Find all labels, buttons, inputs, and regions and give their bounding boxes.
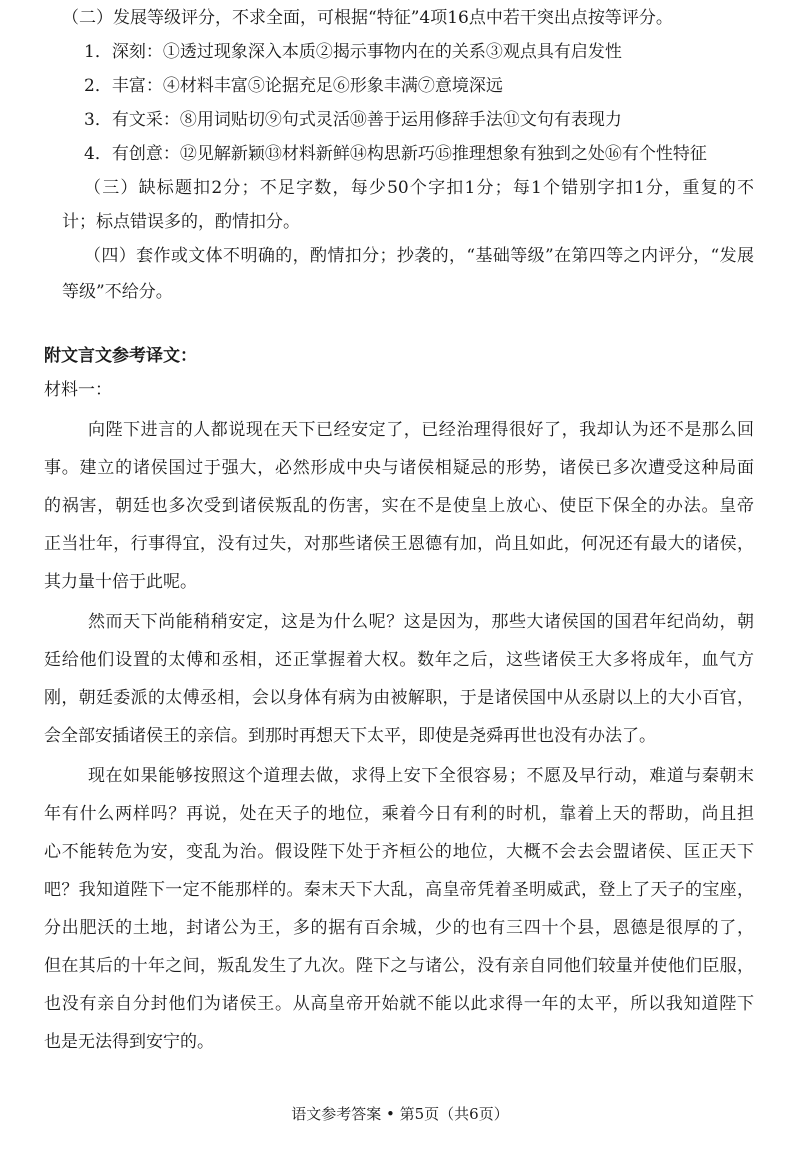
paragraph-line: 心不能转危为安，变乱为治。假设陛下处于齐桓公的地位，大概不会去会盟诸侯、匡正天下 bbox=[44, 842, 754, 862]
paragraph-line: 现在如果能够按照这个道理去做，求得上安下全很容易；不愿及早行动，难道与秦朝末 bbox=[88, 766, 754, 786]
material-label: 材料一： bbox=[44, 380, 112, 400]
rubric-plagiarism-line-1: （四）套作或文体不明确的，酌情扣分；抄袭的，“基础等级”在第四等之内评分，“发展 bbox=[84, 246, 754, 266]
paragraph-line: 事。建立的诸侯国过于强大，必然形成中央与诸侯相疑忌的形势，诸侯已多次遭受这种局面 bbox=[44, 458, 754, 478]
rubric-item-literary: 3．有文采：⑧用词贴切⑨句式灵活⑩善于运用修辞手法⑪文句有表现力 bbox=[84, 110, 622, 130]
paragraph-line: 向陛下进言的人都说现在天下已经安定了，已经治理得很好了，我却认为还不是那么回 bbox=[88, 420, 754, 440]
paragraph-line: 的祸害，朝廷也多次受到诸侯叛乱的伤害，实在不是使皇上放心、使臣下保全的办法。皇帝 bbox=[44, 496, 754, 516]
paragraph-line: 刚，朝廷委派的太傅丞相，会以身体有病为由被解职，于是诸侯国中从丞尉以上的大小百官， bbox=[44, 688, 754, 708]
paragraph-line: 分出肥沃的土地，封诸公为王，多的据有百余城，少的也有三四十个县，恩德是很厚的了， bbox=[44, 918, 754, 938]
paragraph-line: 廷给他们设置的太傅和丞相，还正掌握着大权。数年之后，这些诸侯王大多将成年，血气方 bbox=[44, 650, 754, 670]
paragraph-line: 吧？我知道陛下一定不能那样的。秦末天下大乱，高皇帝凭着圣明威武，登上了天子的宝座， bbox=[44, 880, 754, 900]
rubric-intro: （二）发展等级评分，不求全面，可根据“特征”4项16点中若干突出点按等评分。 bbox=[62, 8, 673, 28]
rubric-item-richness: 2．丰富：④材料丰富⑤论据充足⑥形象丰满⑦意境深远 bbox=[84, 76, 503, 96]
rubric-item-depth: 1．深刻：①透过现象深入本质②揭示事物内在的关系③观点具有启发性 bbox=[84, 42, 622, 62]
paragraph-line: 其力量十倍于此呢。 bbox=[44, 572, 197, 592]
rubric-deduction-line-1: （三）缺标题扣2分；不足字数，每少50个字扣1分；每1个错别字扣1分，重复的不 bbox=[84, 178, 754, 198]
paragraph-line: 年有什么两样吗？再说，处在天子的地位，乘着今日有利的时机，靠着上天的帮助，尚且担 bbox=[44, 804, 754, 824]
page-footer: 语文参考答案 • 第5页（共6页） bbox=[291, 1105, 509, 1123]
rubric-item-creativity: 4．有创意：⑫见解新颖⑬材料新鲜⑭构思新巧⑮推理想象有独到之处⑯有个性特征 bbox=[84, 144, 707, 164]
paragraph-line: 也是无法得到安宁的。 bbox=[44, 1032, 214, 1052]
rubric-plagiarism-line-2: 等级”不给分。 bbox=[62, 282, 173, 302]
rubric-deduction-line-2: 计；标点错误多的，酌情扣分。 bbox=[62, 212, 300, 232]
paragraph-line: 正当壮年，行事得宜，没有过失，对那些诸侯王恩德有加，尚且如此，何况还有最大的诸侯， bbox=[44, 534, 754, 554]
paragraph-line: 然而天下尚能稍稍安定，这是为什么呢？这是因为，那些大诸侯国的国君年纪尚幼，朝 bbox=[88, 612, 754, 632]
paragraph-line: 但在其后的十年之间，叛乱发生了九次。陛下之与诸公，没有亲自同他们较量并使他们臣服， bbox=[44, 956, 754, 976]
paragraph-line: 也没有亲自分封他们为诸侯王。从高皇帝开始就不能以此求得一年的太平，所以我知道陛下 bbox=[44, 994, 754, 1014]
paragraph-line: 会全部安插诸侯王的亲信。到那时再想天下太平，即使是尧舜再世也没有办法了。 bbox=[44, 726, 656, 746]
translation-heading: 附文言文参考译文： bbox=[44, 346, 197, 366]
